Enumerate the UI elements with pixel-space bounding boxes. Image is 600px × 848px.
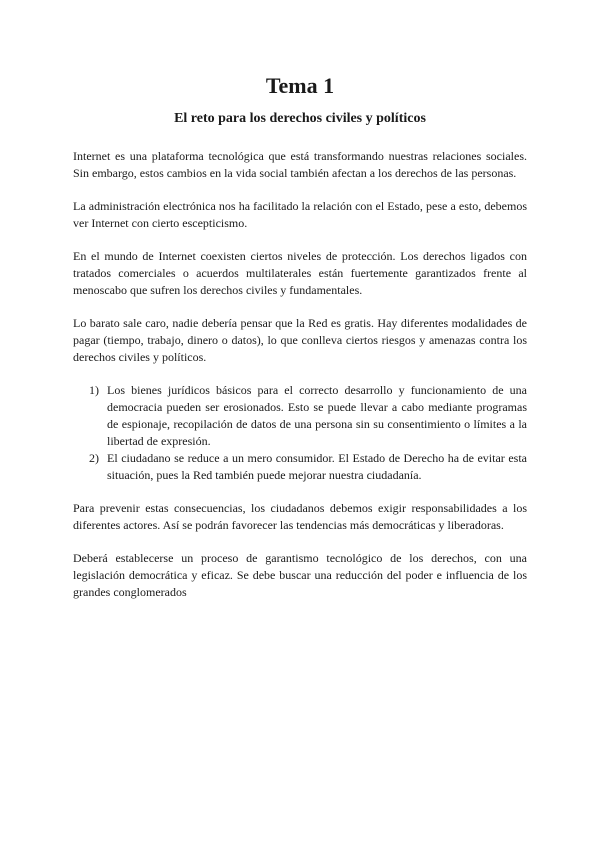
paragraph-barato: Lo barato sale caro, nadie debería pensar que la Red es gratis. Hay diferentes modalidades de pagar (tiempo, trabajo, dinero o datos), lo que conlleva ciertos riesgos y amenazas contra los derechos civiles y políticos. [73, 316, 527, 364]
page-title: Tema 1 [265, 73, 335, 98]
paragraph-garantismo: Deberá establecerse un proceso de garantismo tecnológico de los derechos, con una legislación democrática y eficaz. Se debe buscar una reducción del poder e influencia de los grandes conglomerados [73, 551, 527, 599]
paragraph-intro: Internet es una plataforma tecnológica que está transformando nuestras relaciones sociales. Sin embargo, estos cambios en la vida social también afectan a los derechos de las personas. [73, 149, 527, 180]
list-item-text: Los bienes jurídicos básicos para el correcto desarrollo y funcionamiento de una democracia pueden ser erosionados. Esto se puede llevar a cabo mediante programas de espionaje, recopilación de datos de una persona sin su consentimiento o límites a la libertad de expresión. [107, 383, 527, 448]
page-subtitle: El reto para los derechos civiles y políticos [174, 111, 426, 126]
document-page [73, 72, 527, 617]
list-item-number: 1) [89, 383, 99, 397]
paragraph-administracion: La administración electrónica nos ha facilitado la relación con el Estado, pese a esto, debemos ver Internet con cierto escepticismo. [73, 199, 527, 230]
list-item-text: El ciudadano se reduce a un mero consumidor. El Estado de Derecho ha de evitar esta situación, pues la Red también puede mejorar nuestra ciudadanía. [107, 451, 527, 482]
list-item [73, 382, 527, 450]
paragraph-proteccion: En el mundo de Internet coexisten ciertos niveles de protección. Los derechos ligados con tratados comerciales o acuerdos multilaterales están fuertemente garantizados frente al menoscabo que sufren los derechos civiles y fundamentales. [73, 249, 527, 297]
list-item-number: 2) [89, 451, 99, 465]
numbered-list [73, 382, 527, 484]
paragraph-prevenir: Para prevenir estas consecuencias, los ciudadanos debemos exigir responsabilidades a los diferentes actores. Así se podrán favorecer las tendencias más democráticas y liberadoras. [73, 501, 527, 532]
list-item [73, 450, 527, 484]
